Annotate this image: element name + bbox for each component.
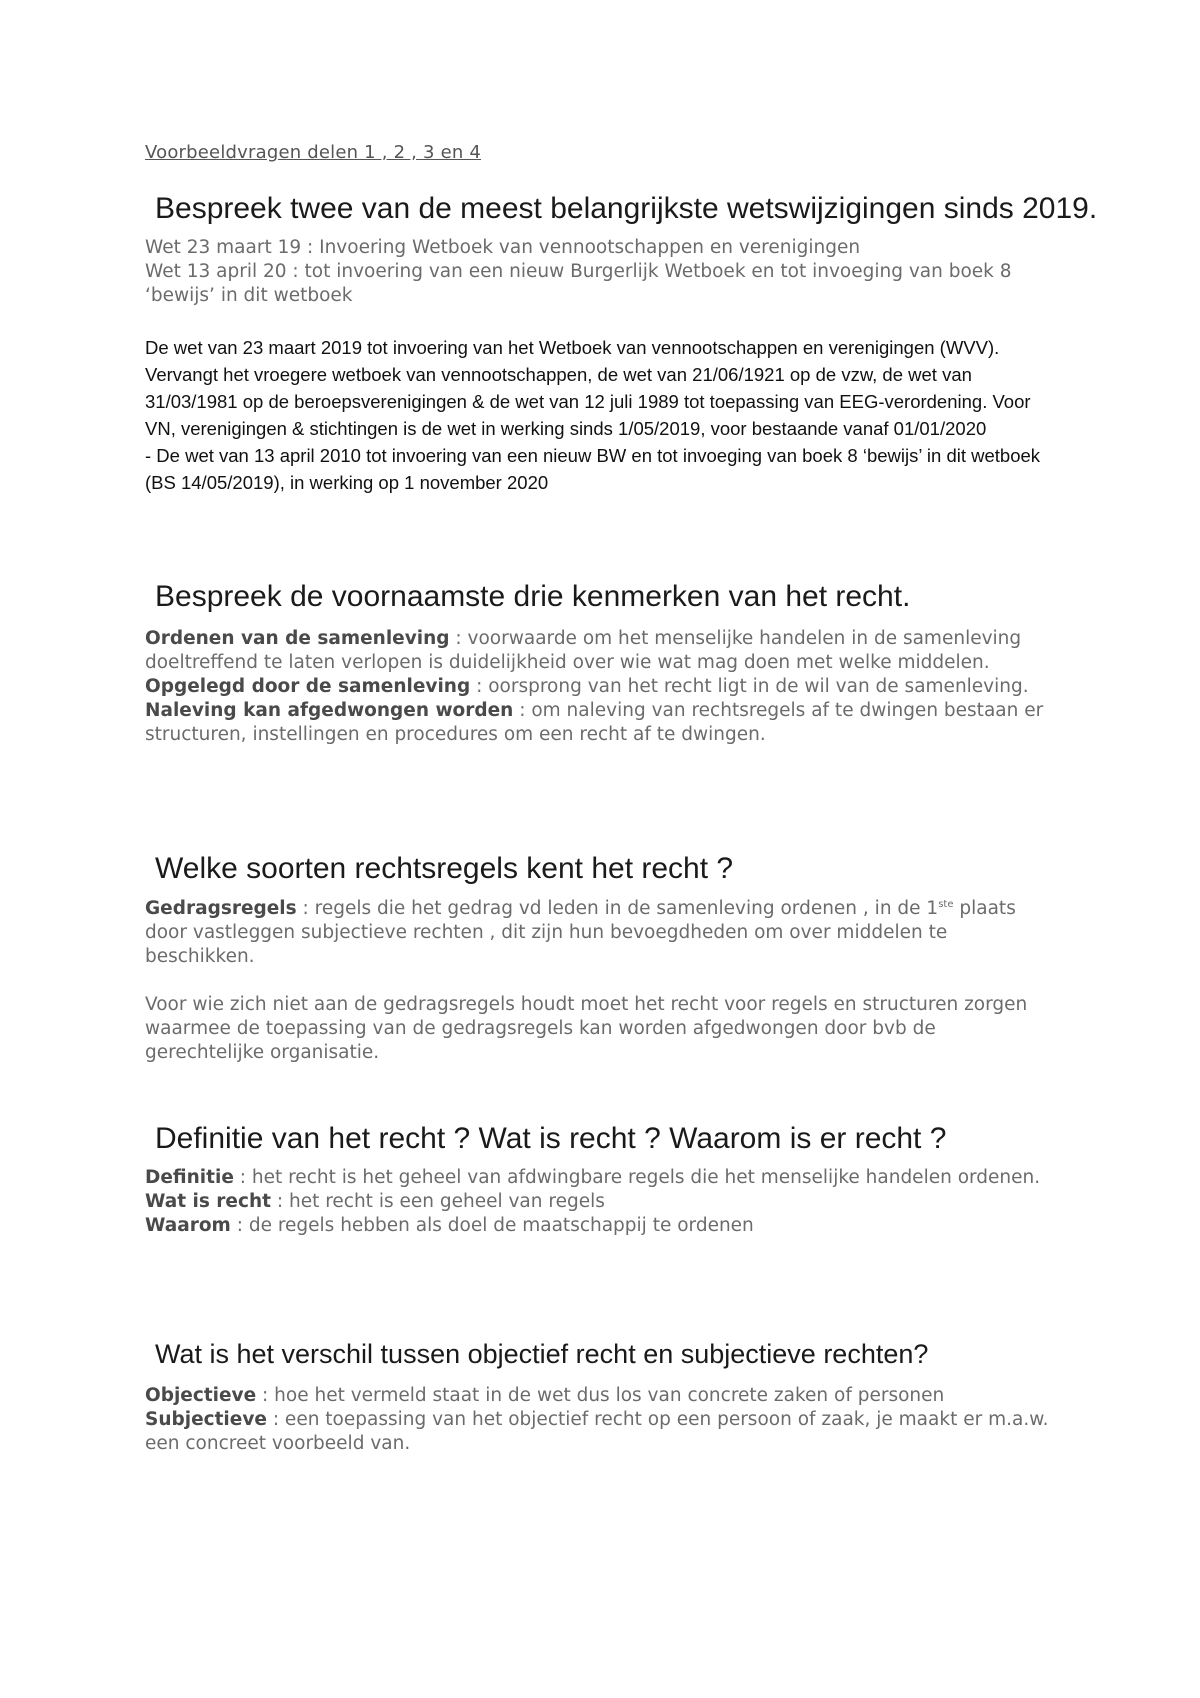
answer-block-4 — [145, 1166, 1060, 1238]
answer-text: : het recht is een geheel van regels — [270, 1191, 605, 1212]
question-heading-4: Definitie van het recht ? Wat is recht ? Waarom is er recht ? — [155, 1122, 947, 1155]
answer-term: Naleving kan afgedwongen worden — [145, 700, 514, 721]
answer-term: Opgelegd door de samenleving — [145, 676, 471, 697]
body-text-block — [145, 334, 1065, 496]
answer-text: : de regels hebben als doel de maatschappij te ordenen — [230, 1215, 754, 1236]
answer-term: Objectieve — [145, 1385, 257, 1406]
answer-text: : hoe het vermeld staat in de wet dus los van concrete zaken of personen — [256, 1385, 945, 1406]
answer-item — [145, 627, 1060, 675]
answer-text: : regels die het gedrag vd leden in de samenleving ordenen , in de 1 — [296, 898, 939, 919]
answer-paragraph: Voor wie zich niet aan de gedragsregels houdt moet het recht voor regels en structuren zorgen waarmee de toepassing van de gedragsregels kan worden afgedwongen door bvb de gerechtelijke organisatie. — [145, 994, 1028, 1063]
body-paragraph: - De wet van 13 april 2010 tot invoering van een nieuw BW en tot invoeging van boek 8 ‘bewijs’ in dit wetboek (BS 14/05/2019), in werking op 1 november 2020 — [145, 445, 1041, 493]
answer-item — [145, 1166, 1060, 1190]
question-heading-5: Wat is het verschil tussen objectief recht en subjectieve rechten? — [155, 1339, 929, 1369]
answer-item — [145, 1384, 1060, 1408]
question-heading-2: Bespreek de voornaamste drie kenmerken van het recht. — [155, 580, 911, 613]
document-title: Voorbeeldvragen delen 1 , 2 , 3 en 4 — [145, 142, 482, 163]
answer-term: Waarom — [145, 1215, 231, 1236]
answer-line: Wet 13 april 20 : tot invoering van een nieuw Burgerlijk Wetboek en tot invoeging van boek 8 ‘bewijs’ in dit wetboek — [145, 261, 1012, 306]
answer-item — [145, 897, 1060, 969]
answer-block-3 — [145, 897, 1060, 1065]
answer-item — [145, 699, 1060, 747]
answer-text: : voorwaarde om het menselijke handelen in de samenleving doeltreffend te laten verlopen is duidelijkheid over wie wat mag doen met welke middelen. — [145, 628, 1022, 673]
answer-item — [145, 675, 1060, 699]
answer-term: Ordenen van de samenleving — [145, 628, 450, 649]
answer-item — [145, 1408, 1060, 1456]
answer-term: Definitie — [145, 1167, 234, 1188]
answer-text: plaats door vastleggen subjectieve rechten , dit zijn hun bevoegdheden om over middelen te beschikken. — [145, 898, 1016, 967]
answer-term: Gedragsregels — [145, 898, 297, 919]
answer-block-2 — [145, 627, 1060, 747]
answer-term: Subjectieve — [145, 1409, 267, 1430]
answer-line: Wet 23 maart 19 : Invoering Wetboek van vennootschappen en verenigingen — [145, 237, 861, 258]
answer-item — [145, 1214, 1060, 1238]
answer-term: Wat is recht — [145, 1191, 271, 1212]
answer-block-1 — [145, 236, 1060, 308]
body-paragraph: De wet van 23 maart 2019 tot invoering van het Wetboek van vennootschappen en verenigingen (WVV). Vervangt het vroegere wetboek van vennootschappen, de wet van 21/06/1921 op de vzw, de wet van 31/03/1981 op de beroepsverenigingen & de wet van 12 juli 1989 tot toepassing van EEG-verordening. Voor VN, verenigingen & stichtingen is de wet in werking sinds 1/05/2019, voor bestaande vanaf 01/01/2020 — [145, 337, 1031, 439]
answer-text: : een toepassing van het objectief recht op een persoon of zaak, je maakt er m.a.w. een concreet voorbeeld van. — [145, 1409, 1049, 1454]
question-heading-1: Bespreek twee van de meest belangrijkste wetswijzigingen sinds 2019. — [155, 192, 1098, 225]
superscript: ste — [938, 898, 954, 910]
answer-text: : om naleving van rechtsregels af te dwingen bestaan er structuren, instellingen en procedures om een recht af te dwingen. — [145, 700, 1044, 745]
answer-block-5 — [145, 1384, 1060, 1456]
answer-text: : oorsprong van het recht ligt in de wil van de samenleving. — [470, 676, 1029, 697]
question-heading-3: Welke soorten rechtsregels kent het recht ? — [155, 852, 734, 885]
answer-item — [145, 1190, 1060, 1214]
answer-text: : het recht is het geheel van afdwingbare regels die het menselijke handelen ordenen. — [233, 1167, 1041, 1188]
